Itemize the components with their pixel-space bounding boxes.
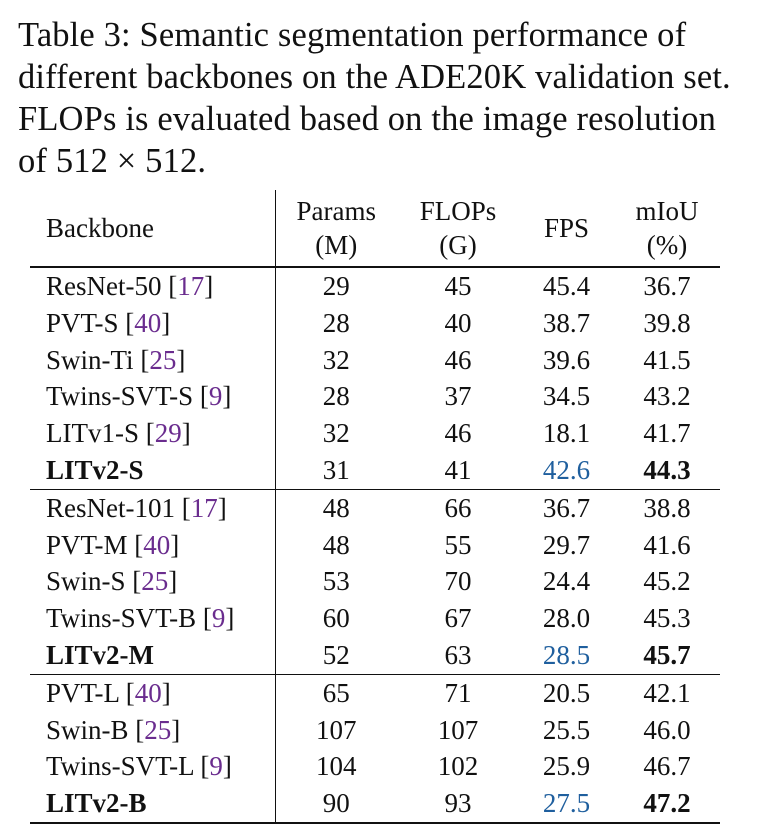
cell-flops: 102 (437, 751, 479, 782)
cell-params: 60 (322, 603, 350, 634)
cell-flops: 67 (444, 603, 472, 634)
cell-backbone (30, 785, 275, 823)
cell-backbone: PVT-M [40] (30, 527, 275, 564)
cell-fps: 27.5 (519, 785, 614, 823)
cell-backbone: Twins-SVT-L [9] (30, 748, 275, 785)
cell-params: 53 (322, 566, 350, 597)
header-miou (614, 190, 720, 267)
table-row (30, 637, 720, 674)
table-row (30, 378, 720, 415)
citation-link[interactable]: 25 (144, 714, 172, 745)
cell-params: 29 (322, 271, 350, 301)
backbone-name: ResNet-50 (46, 271, 162, 301)
backbone-name: Twins-SVT-L (46, 751, 194, 782)
cell-backbone: Swin-Ti [25] (30, 342, 275, 379)
caption-line: different backbones on the ADE20K validation set. (18, 58, 731, 96)
citation-link[interactable]: 17 (177, 271, 205, 301)
table-row (30, 267, 720, 305)
citation-link[interactable]: 40 (134, 307, 162, 338)
cell-backbone: ResNet-50 [17] (30, 267, 275, 305)
cell-fps: 38.7 (542, 307, 591, 338)
cell-flops: 71 (444, 677, 472, 708)
cell-params: 32 (322, 344, 350, 375)
cell-fps: 36.7 (542, 492, 591, 523)
table-row (30, 415, 720, 452)
cell-backbone: Swin-B [25] (30, 712, 275, 749)
table-row (30, 600, 720, 637)
cell-params: 48 (322, 492, 350, 523)
citation-link[interactable]: 29 (154, 418, 182, 449)
cell-fps: 25.5 (542, 714, 591, 745)
citation-link[interactable]: 25 (149, 344, 177, 375)
cell-flops: 63 (397, 637, 519, 674)
cell-params: 28 (322, 381, 350, 412)
cell-flops: 55 (444, 529, 472, 560)
cell-backbone: LITv1-S [29] (30, 415, 275, 452)
cell-miou: 43.2 (643, 381, 691, 412)
cell-miou: 41.6 (643, 529, 691, 560)
backbone-name: Swin-S (46, 566, 126, 597)
cell-params: 65 (322, 677, 350, 708)
cell-miou: 45.3 (643, 603, 691, 634)
cell-miou: 47.2 (614, 785, 720, 823)
cell-fps: 34.5 (542, 381, 591, 412)
table-row (30, 452, 720, 489)
citation-link[interactable]: 40 (143, 529, 171, 560)
header-fps: FPS (519, 190, 614, 267)
cell-miou: 42.1 (643, 677, 691, 708)
caption-line: of 512 × 512. (18, 142, 207, 180)
citation-link[interactable]: 9 (208, 381, 223, 412)
citation-link[interactable]: 40 (134, 677, 162, 708)
cell-miou: 41.7 (643, 418, 691, 449)
backbone-name: LITv2-S (46, 454, 144, 485)
table-row (30, 305, 720, 342)
table-row (30, 785, 720, 823)
header-flops (397, 190, 519, 267)
cell-params: 32 (322, 418, 350, 449)
backbone-name: LITv2-M (46, 639, 154, 670)
citation-link[interactable]: 9 (211, 603, 226, 634)
results-table-container (30, 190, 720, 824)
header-miou-unit: (%) (646, 230, 688, 260)
backbone-name: PVT-L (46, 677, 120, 708)
cell-backbone: PVT-S [40] (30, 305, 275, 342)
header-params-label: Params (296, 196, 376, 226)
cell-miou: 41.5 (643, 344, 691, 375)
cell-fps: 45.4 (542, 271, 591, 301)
header-miou-label: mIoU (635, 196, 699, 226)
cell-flops: 70 (444, 566, 472, 597)
backbone-name: Swin-Ti (46, 344, 134, 375)
citation-link[interactable]: 17 (190, 492, 218, 523)
cell-backbone: Swin-S [25] (30, 563, 275, 600)
cell-backbone (30, 637, 275, 674)
cell-miou: 39.8 (643, 307, 691, 338)
cell-flops: 46 (444, 344, 472, 375)
table-row (30, 674, 720, 711)
cell-params: 48 (322, 529, 350, 560)
citation-link[interactable]: 25 (141, 566, 169, 597)
cell-miou: 46.7 (643, 751, 691, 782)
table-row (30, 563, 720, 600)
cell-flops: 107 (437, 714, 479, 745)
cell-params: 104 (316, 751, 357, 782)
cell-backbone: ResNet-101 [17] (30, 489, 275, 526)
cell-backbone: PVT-L [40] (30, 674, 275, 711)
backbone-name: PVT-S (46, 307, 119, 338)
header-params-unit: (M) (315, 230, 358, 260)
table-row (30, 527, 720, 564)
cell-flops: 40 (444, 307, 472, 338)
cell-fps: 29.7 (542, 529, 591, 560)
caption-line: FLOPs is evaluated based on the image resolution (18, 100, 717, 138)
cell-miou: 45.2 (643, 566, 691, 597)
backbone-name: ResNet-101 (46, 492, 175, 523)
cell-miou: 38.8 (643, 492, 691, 523)
cell-params: 52 (275, 637, 397, 674)
backbone-name: Twins-SVT-B (46, 603, 197, 634)
caption-line: Table 3: Semantic segmentation performance of (18, 16, 687, 54)
table-row (30, 748, 720, 785)
cell-fps: 28.5 (519, 637, 614, 674)
cell-params: 107 (316, 714, 357, 745)
header-flops-label: FLOPs (419, 196, 497, 226)
results-table (30, 190, 720, 824)
table-caption (18, 14, 748, 182)
table-row (30, 342, 720, 379)
citation-link[interactable]: 9 (209, 751, 223, 782)
header-flops-unit: (G) (439, 230, 477, 260)
table-body (30, 267, 720, 823)
cell-fps: 25.9 (542, 751, 591, 782)
header-backbone: Backbone (30, 190, 275, 267)
cell-fps: 20.5 (542, 677, 591, 708)
header-row (30, 190, 720, 267)
backbone-name: PVT-M (46, 529, 128, 560)
backbone-name: Swin-B (46, 714, 129, 745)
table-row (30, 712, 720, 749)
cell-miou: 36.7 (643, 271, 691, 301)
cell-params: 90 (275, 785, 397, 823)
cell-flops: 93 (397, 785, 519, 823)
cell-flops: 66 (444, 492, 472, 523)
cell-flops: 45 (444, 271, 472, 301)
cell-fps: 18.1 (542, 418, 591, 449)
cell-fps: 24.4 (542, 566, 591, 597)
cell-params: 31 (275, 452, 397, 489)
cell-fps: 39.6 (542, 344, 591, 375)
cell-backbone: Twins-SVT-B [9] (30, 600, 275, 637)
cell-backbone: Twins-SVT-S [9] (30, 378, 275, 415)
cell-flops: 37 (444, 381, 472, 412)
header-params (275, 190, 397, 267)
backbone-name: Twins-SVT-S (46, 381, 194, 412)
cell-miou: 44.3 (614, 452, 720, 489)
cell-flops: 46 (444, 418, 472, 449)
cell-fps: 28.0 (542, 603, 591, 634)
cell-miou: 46.0 (643, 714, 691, 745)
cell-backbone (30, 452, 275, 489)
cell-miou: 45.7 (614, 637, 720, 674)
table-row (30, 489, 720, 526)
backbone-name: LITv2-B (46, 788, 147, 819)
cell-flops: 41 (397, 452, 519, 489)
cell-params: 28 (322, 307, 350, 338)
backbone-name: LITv1-S (46, 418, 139, 449)
cell-fps: 42.6 (519, 452, 614, 489)
